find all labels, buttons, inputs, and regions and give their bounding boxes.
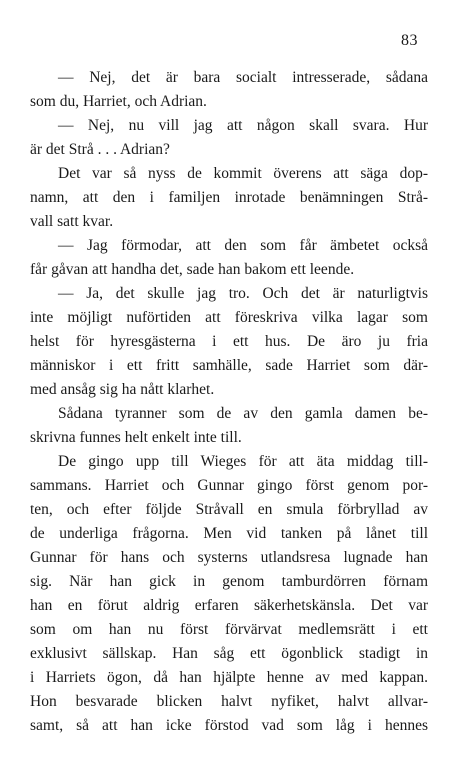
text-line: som du, Harriet, och Adrian. — [30, 93, 207, 110]
text-line: med ansåg sig ha nått klarhet. — [30, 381, 215, 398]
text-line: Hon besvarade blicken halvt nyfiket, halvt allvar- — [30, 693, 428, 710]
text-line: Gunnar för hans och systerns utlandsresa lugnade han — [30, 549, 428, 566]
page-number: 83 — [401, 32, 418, 49]
text-line: — Ja, det skulle jag tro. Och det är naturligtvis — [58, 285, 428, 302]
text-line: De gingo upp till Wieges för att äta middag till- — [58, 453, 428, 470]
text-line: inte möjligt nuförtiden att föreskriva vilka lagar som — [30, 309, 428, 326]
text-line: exklusivt sällskap. Han såg ett ögonblick stadigt in — [30, 645, 428, 662]
text-line: samt, så att han icke förstod vad som låg i hennes — [30, 717, 428, 734]
text-line: som om han nu först förvärvat medlemsrätt i ett — [30, 621, 428, 638]
text-line: i Harriets ögon, då han hjälpte henne av med kappan. — [30, 669, 428, 686]
text-line: han en förut aldrig erfaren säkerhetskänsla. Det var — [30, 597, 428, 614]
text-line: helst för hyresgästerna i ett hus. De äro ju fria — [30, 333, 428, 350]
text-line: Sådana tyranner som de av den gamla damen be- — [58, 405, 428, 422]
text-line: är det Strå . . . Adrian? — [30, 141, 170, 158]
text-line: sig. När han gick in genom tamburdörren förnam — [30, 573, 428, 590]
text-line: Det var så nyss de kommit överens att säga dop- — [58, 165, 428, 182]
text-line: människor i ett fritt samhälle, sade Harriet som där- — [30, 357, 428, 374]
text-line: skrivna funnes helt enkelt inte till. — [30, 429, 242, 446]
text-line: sammans. Harriet och Gunnar gingo först genom por- — [30, 477, 428, 494]
text-line: vall satt kvar. — [30, 213, 114, 230]
text-line: ten, och efter följde Stråvall en smula förbryllad av — [30, 501, 428, 518]
text-line: namn, att den i familjen inrotade benämningen Strå- — [30, 189, 428, 206]
text-line: — Nej, det är bara socialt intresserade, sådana — [58, 69, 428, 86]
text-line: de underliga frågorna. Men vid tanken på lånet till — [30, 525, 428, 542]
text-line: får gåvan att handha det, sade han bakom ett leende. — [30, 261, 355, 278]
text-line: — Nej, nu vill jag att någon skall svara. Hur — [58, 117, 428, 134]
text-line: — Jag förmodar, att den som får ämbetet också — [58, 237, 428, 254]
